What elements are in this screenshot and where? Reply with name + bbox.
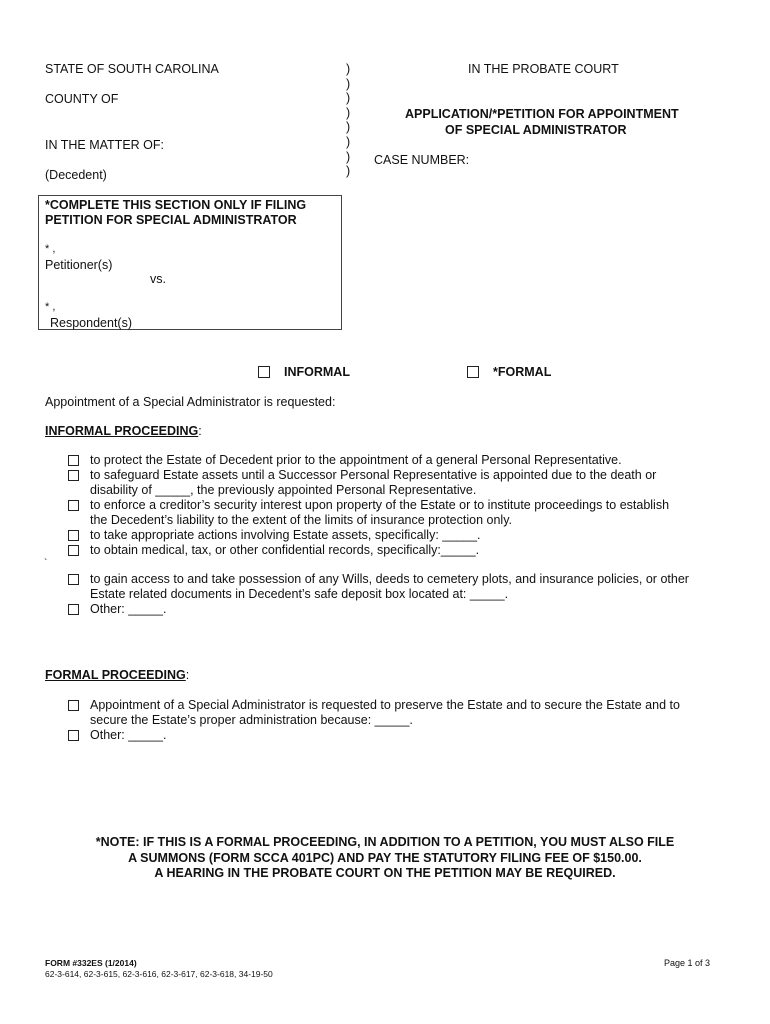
paren-mark: ) [346, 149, 351, 164]
appointment-intro: Appointment of a Special Administrator is requested: [45, 395, 336, 409]
matter-label: IN THE MATTER OF: [45, 138, 164, 152]
form-title-line1: APPLICATION/*PETITION FOR APPOINTMENT [405, 107, 679, 121]
page-number: Page 1 of 3 [664, 958, 711, 968]
paren-mark: ) [346, 91, 351, 106]
informal-option-2-checkbox[interactable] [68, 470, 79, 481]
respondent-name-field[interactable]: * , [45, 301, 56, 313]
paren-mark: ) [346, 134, 351, 149]
formal-option-1-text-line2: secure the Estate’s proper administration because: _____. [90, 713, 413, 727]
decedent-label: (Decedent) [45, 168, 107, 182]
informal-option-6-checkbox[interactable] [68, 574, 79, 585]
informal-option-7-checkbox[interactable] [68, 604, 79, 615]
paren-mark: ) [346, 62, 351, 76]
informal-option-3-checkbox[interactable] [68, 500, 79, 511]
informal-option-label: INFORMAL [284, 365, 350, 379]
informal-option-2-text-line2: disability of _____, the previously appointed Personal Representative. [90, 483, 477, 497]
formal-option-1-text-line1: Appointment of a Special Administrator is requested to preserve the Estate and to secure the Estate and to [90, 698, 680, 712]
informal-option-4-checkbox[interactable] [68, 530, 79, 541]
petition-heading-line2: PETITION FOR SPECIAL ADMINISTRATOR [45, 213, 297, 227]
informal-option-5-text: to obtain medical, tax, or other confidential records, specifically:_____. [90, 543, 480, 557]
informal-option-2-text-line1: to safeguard Estate assets until a Successor Personal Representative is appointed due to the death or [90, 468, 657, 482]
caption-divider [346, 62, 356, 179]
informal-heading-text: INFORMAL PROCEEDING [45, 424, 199, 438]
formal-heading-text: FORMAL PROCEEDING [45, 668, 186, 682]
informal-option-4-text: to take appropriate actions involving Estate assets, specifically: _____. [90, 528, 481, 542]
case-number-label: CASE NUMBER: [374, 153, 470, 167]
note-line3: A HEARING IN THE PROBATE COURT ON THE PETITION MAY BE REQUIRED. [154, 866, 616, 880]
petitioners-label: Petitioner(s) [45, 258, 113, 272]
court-label: IN THE PROBATE COURT [468, 62, 619, 76]
informal-checkbox[interactable] [258, 366, 270, 378]
informal-option-6-text-line1: to gain access to and take possession of any Wills, deeds to cemetery plots, and insurance policies, or other [90, 572, 689, 586]
informal-option-3-text-line1: to enforce a creditor’s security interest upon property of the Estate or to institute proceedings to establish [90, 498, 670, 512]
petition-heading-line1: *COMPLETE THIS SECTION ONLY IF FILING [45, 198, 307, 212]
informal-option-3-text-line2: the Decedent’s liability to the extent of the limits of insurance protection only. [90, 513, 512, 527]
formal-option-label: *FORMAL [493, 365, 552, 379]
formal-heading-colon: : [185, 668, 190, 682]
form-title-line2: OF SPECIAL ADMINISTRATOR [445, 123, 627, 137]
stray-mark: ` [44, 558, 48, 569]
informal-option-1-checkbox[interactable] [68, 455, 79, 466]
paren-mark: ) [346, 164, 351, 179]
formal-checkbox[interactable] [467, 366, 479, 378]
state-label: STATE OF SOUTH CAROLINA [45, 62, 219, 76]
petitioner-name-field[interactable]: * , [45, 243, 56, 255]
note-line1: *NOTE: IF THIS IS A FORMAL PROCEEDING, IN ADDITION TO A PETITION, YOU MUST ALSO FILE [95, 835, 675, 849]
respondents-label: Respondent(s) [50, 316, 132, 330]
informal-option-1-text: to protect the Estate of Decedent prior to the appointment of a general Personal Representative. [90, 453, 622, 467]
informal-option-7-text: Other: _____. [90, 602, 167, 616]
formal-heading [45, 668, 189, 682]
form-number: FORM #332ES (1/2014) [45, 958, 137, 968]
informal-option-5-checkbox[interactable] [68, 545, 79, 556]
formal-option-2-text: Other: _____. [90, 728, 167, 742]
informal-heading-colon: : [198, 424, 202, 438]
paren-mark: ) [346, 105, 351, 120]
informal-heading [45, 424, 202, 438]
formal-option-2-checkbox[interactable] [68, 730, 79, 741]
informal-option-6-text-line2: Estate related documents in Decedent’s safe deposit box located at: _____. [90, 587, 509, 601]
county-label: COUNTY OF [45, 92, 119, 106]
vs-label: vs. [150, 272, 166, 286]
note-line2: A SUMMONS (FORM SCCA 401PC) AND PAY THE STATUTORY FILING FEE OF $150.00. [128, 851, 642, 865]
formal-option-1-checkbox[interactable] [68, 700, 79, 711]
statute-references: 62-3-614, 62-3-615, 62-3-616, 62-3-617, 62-3-618, 34-19-50 [45, 969, 273, 979]
paren-mark: ) [346, 76, 351, 91]
paren-mark: ) [346, 120, 351, 135]
